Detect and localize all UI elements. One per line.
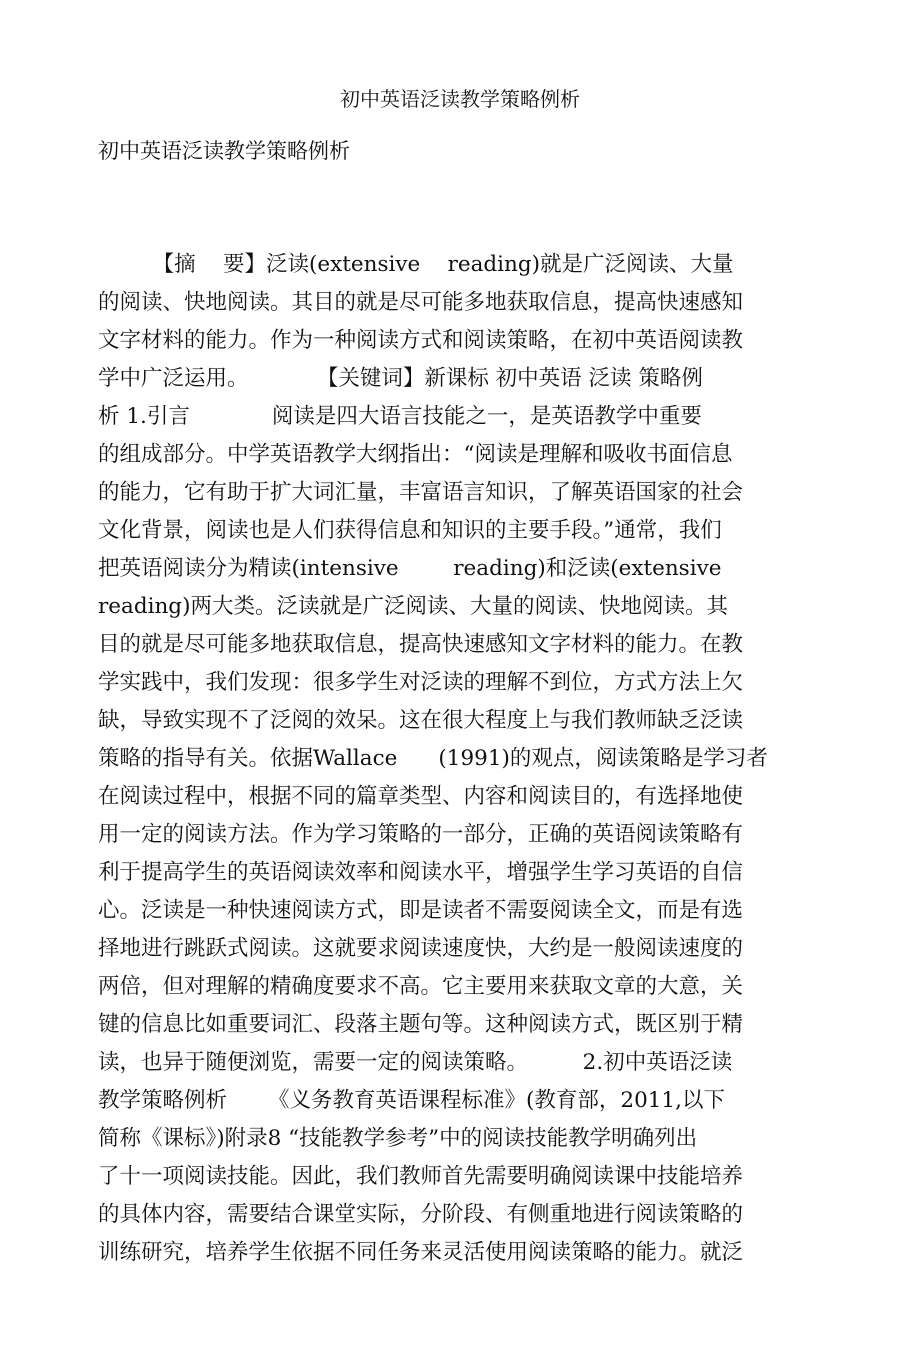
text-line: 两倍，但对理解的精确度要求不高。它主要用来获取文章的大意，关 xyxy=(98,974,744,999)
text-line: 学中广泛运用。 【关键词】新课标 初中英语 泛读 策略例 xyxy=(98,366,703,391)
text-line: 【摘 要】泛读(extensive reading)就是广泛阅读、大量 xyxy=(98,252,734,277)
text-line: 利于提高学生的英语阅读效率和阅读水平，增强学生学习英语的自信 xyxy=(98,860,744,885)
text-line: 了十一项阅读技能。因此，我们教师首先需要明确阅读课中技能培养 xyxy=(98,1164,744,1189)
text-line: 文字材料的能力。作为一种阅读方式和阅读策略，在初中英语阅读教 xyxy=(98,328,744,353)
body-text xyxy=(98,246,828,1272)
text-line: 心。泛读是一种快速阅读方式，即是读者不需耍阅读全文，而是有选 xyxy=(98,898,744,923)
text-line: 教学策略例析 《义务教育英语课程标准》(教育部，2011,以下 xyxy=(98,1088,725,1113)
text-line: 把英语阅读分为精读(intensive reading)和泛读(extensive xyxy=(98,556,722,581)
text-line: 键的信息比如重要词汇、段落主题句等。这种阅读方式，既区别于精 xyxy=(98,1012,744,1037)
text-line: 析 1.引言 阅读是四大语言技能之一，是英语教学中重要 xyxy=(98,404,702,429)
text-line: reading)两大类。泛读就是广泛阅读、大量的阅读、快地阅读。其 xyxy=(98,594,728,619)
text-line: 策略的指导有关。依据Wallace (1991)的观点，阅读策略是学习者 xyxy=(98,746,768,771)
text-line: 学实践中，我们发现：很多学生对泛读的理解不到位，方式方法上欠 xyxy=(98,670,744,695)
text-line: 的阅读、快地阅读。其目的就是尽可能多地获取信息，提高快速感知 xyxy=(98,290,744,315)
text-line: 读，也异于随便浏览，需要一定的阅读策略。 2.初中英语泛读 xyxy=(98,1050,733,1075)
text-line: 简称《课标》)附录8 “技能教学参考”中的阅读技能教学明确列出 xyxy=(98,1126,698,1151)
text-line: 缺，导致实现不了泛阅的效呆。这在很大程度上与我们教师缺乏泛读 xyxy=(98,708,744,733)
text-line: 目的就是尽可能多地获取信息，提高快速感知文字材料的能力。在教 xyxy=(98,632,744,657)
text-line: 文化背景，阅读也是人们获得信息和知识的主要手段。”通常，我们 xyxy=(98,518,722,543)
text-line: 用一定的阅读方法。作为学习策略的一部分，正确的英语阅读策略有 xyxy=(98,822,744,847)
text-line: 在阅读过程中，根据不同的篇章类型、内容和阅读目的，有选择地使 xyxy=(98,784,744,809)
text-line: 的能力，它有助于扩大词汇量，丰富语言知识，了解英语国家的社会 xyxy=(98,480,744,505)
document-subtitle: 初中英语泛读教学策略例析 xyxy=(98,139,350,163)
document-title: 初中英语泛读教学策略例析 xyxy=(340,87,580,111)
text-line: 择地进行跳跃式阅读。这就要求阅读速度快，大约是一般阅读速度的 xyxy=(98,936,744,961)
text-line: 的组成部分。中学英语教学大纲指出：“阅读是理解和吸收书面信息 xyxy=(98,442,733,467)
text-line: 的具体内容，需要结合课堂实际，分阶段、有侧重地进行阅读策略的 xyxy=(98,1202,744,1227)
text-line: 训练研究，培养学生依据不同任务来灵活使用阅读策略的能力。就泛 xyxy=(98,1240,744,1265)
